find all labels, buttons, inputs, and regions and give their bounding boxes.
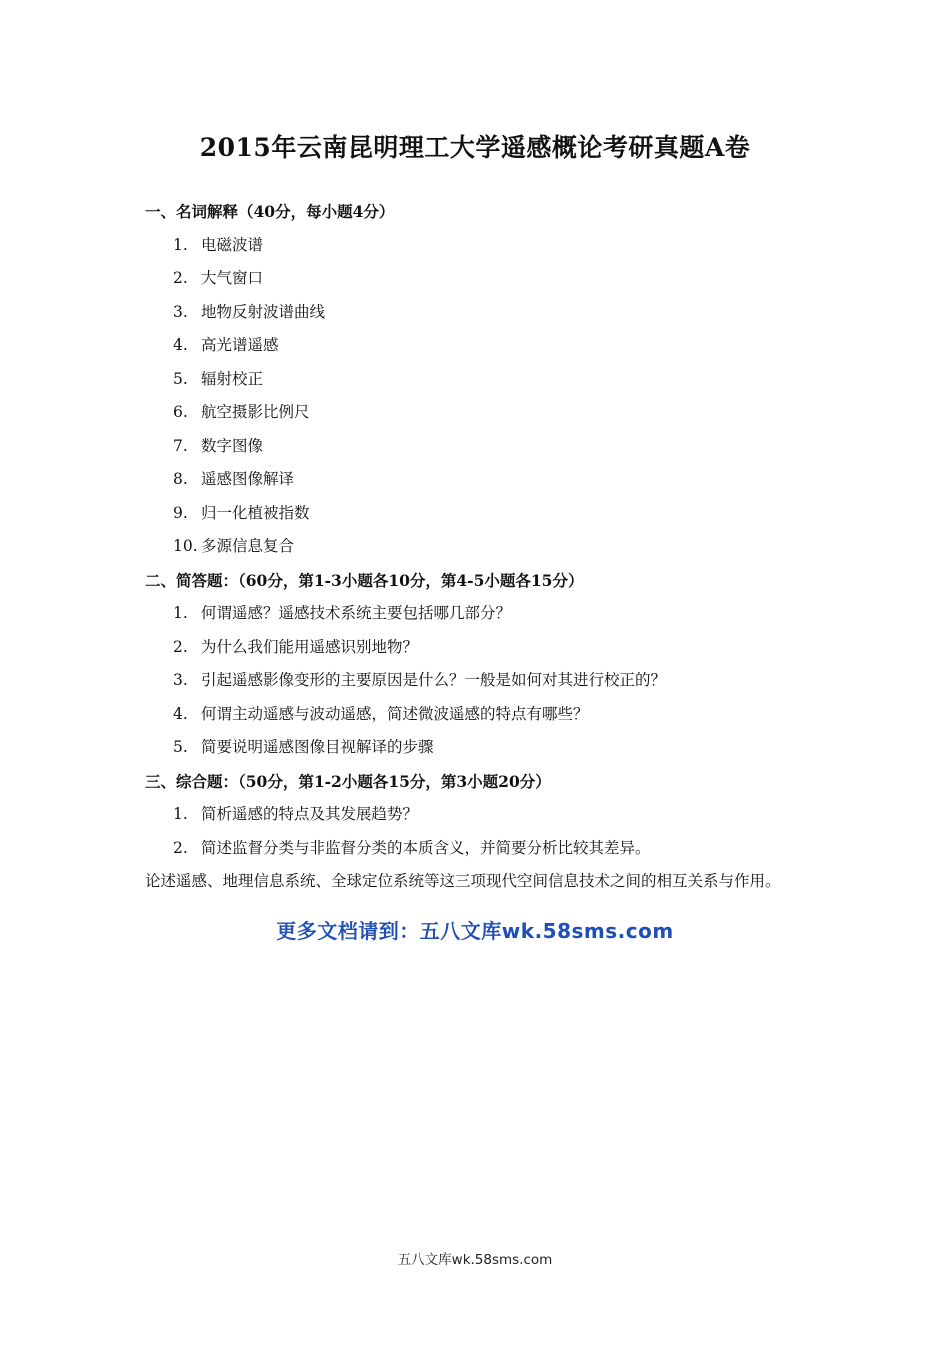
section-3-heading: 三、综合题：（50分，第1-2小题各15分，第3小题20分） — [145, 771, 551, 791]
section-3-list — [145, 802, 825, 869]
section-1-heading: 一、名词解释（40分，每小题4分） — [145, 202, 395, 221]
list-item: 4. 高光谱遥感 — [173, 336, 279, 354]
list-item: 3. 地物反射波谱曲线 — [173, 302, 326, 321]
section-2-list — [145, 601, 825, 769]
promo-link[interactable]: 更多文档请到：五八文库wk.58sms.com — [276, 919, 674, 943]
list-item: 7. 数字图像 — [173, 436, 264, 455]
list-item: 5. 辐射校正 — [173, 369, 264, 388]
page-footer: 五八文库wk.58sms.com — [397, 1252, 553, 1268]
section-1-list — [145, 233, 825, 568]
list-item: 10. 多源信息复合 — [173, 537, 295, 555]
list-item: 3. 引起遥感影像变形的主要原因是什么？一般是如何对其进行校正的？ — [173, 671, 667, 689]
essay-question: 论述遥感、地理信息系统、全球定位系统等这三项现代空间信息技术之间的相互关系与作用。 — [145, 872, 781, 890]
list-item: 6. 航空摄影比例尺 — [173, 403, 310, 421]
list-item: 2. 简述监督分类与非监督分类的本质含义，并简要分析比较其差异。 — [173, 838, 651, 857]
list-item: 9. 归一化植被指数 — [173, 503, 310, 522]
list-item: 1. 何谓遥感？遥感技术系统主要包括哪几部分？ — [173, 604, 512, 622]
list-item: 2. 大气窗口 — [173, 269, 264, 287]
list-item: 8. 遥感图像解译 — [173, 470, 295, 488]
list-item: 1. 电磁波谱 — [173, 235, 264, 254]
exam-content — [145, 199, 825, 894]
section-2-heading: 二、简答题：（60分，第1-3小题各10分，第4-5小题各15分） — [145, 570, 584, 590]
list-item: 2. 为什么我们能用遥感识别地物？ — [173, 637, 419, 656]
list-item: 1. 简析遥感的特点及其发展趋势？ — [173, 805, 419, 823]
list-item: 4. 何谓主动遥感与波动遥感，简述微波遥感的特点有哪些？ — [173, 704, 589, 723]
page-title: 2015年云南昆明理工大学遥感概论考研真题A卷 — [199, 133, 751, 162]
list-item: 5. 简要说明遥感图像目视解译的步骤 — [173, 738, 434, 756]
